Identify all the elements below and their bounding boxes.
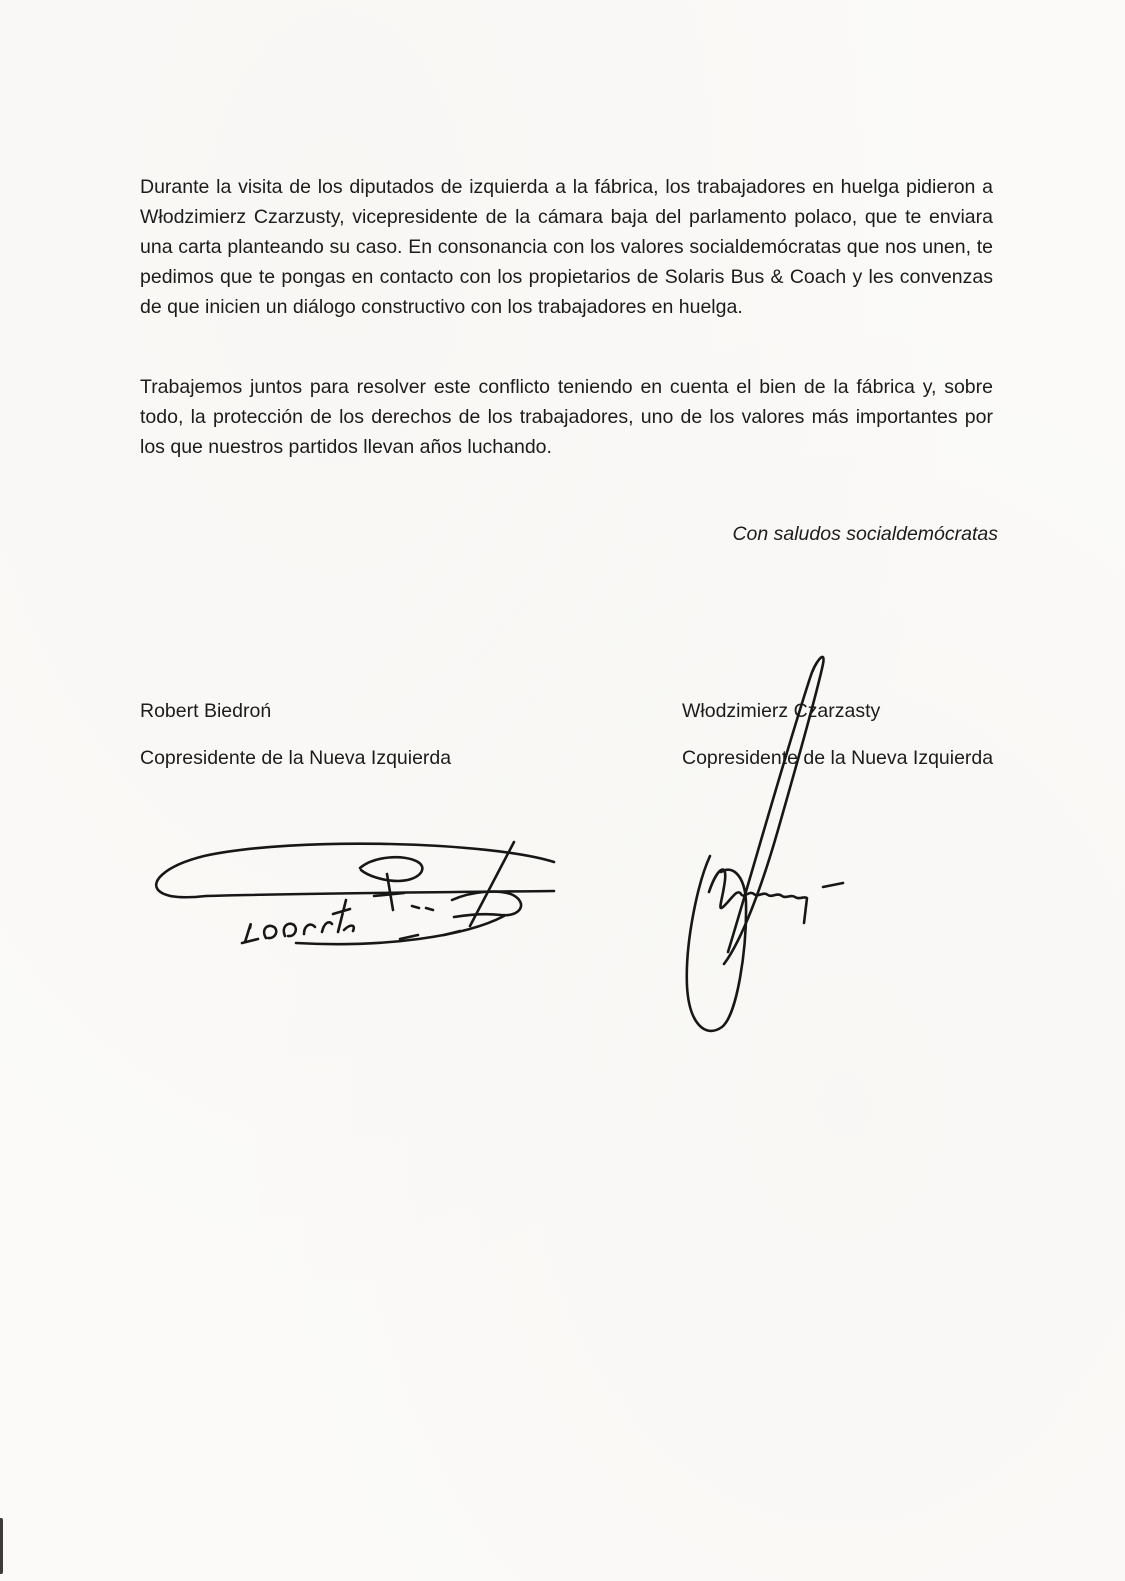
letter-paragraph-1: Durante la visita de los diputados de izquierda a la fábrica, los trabajadores en huelga pidieron a Włodzimierz Czarzusty, vicepresidente de la cámara baja del parlamento polaco, que te enviara una carta planteando su caso. En consonancia con los valores socialdemócratas que nos unen, te pedimos que te pongas en contacto con los propietarios de Solaris Bus & Coach y les convenzas de que inicien un diálogo constructivo con los trabajadores en huelga. — [140, 176, 993, 318]
scan-edge-artifact — [0, 1518, 3, 1574]
handwritten-signature-robert-biedron — [146, 836, 570, 952]
letter-closing-salutation: Con saludos socialdemócratas — [732, 523, 998, 545]
signer-name-robert-biedron: Robert Biedroń — [140, 700, 272, 722]
letter-paragraph-2: Trabajemos juntos para resolver este conflicto teniendo en cuenta el bien de la fábrica y, sobre todo, la protección de los derechos de los trabajadores, uno de los valores más importantes por los que nuestros partidos llevan años luchando. — [140, 376, 993, 458]
handwritten-signature-wlodzimierz-czarzasty — [676, 640, 846, 1040]
signer-name-wlodzimierz-czarzasty: Włodzimierz Czarzasty — [682, 700, 881, 722]
signer-block-robert-biedron — [140, 700, 451, 769]
signer-title-robert-biedron: Copresidente de la Nueva Izquierda — [140, 747, 452, 769]
signer-title-wlodzimierz-czarzasty: Copresidente de la Nueva Izquierda — [682, 747, 994, 769]
